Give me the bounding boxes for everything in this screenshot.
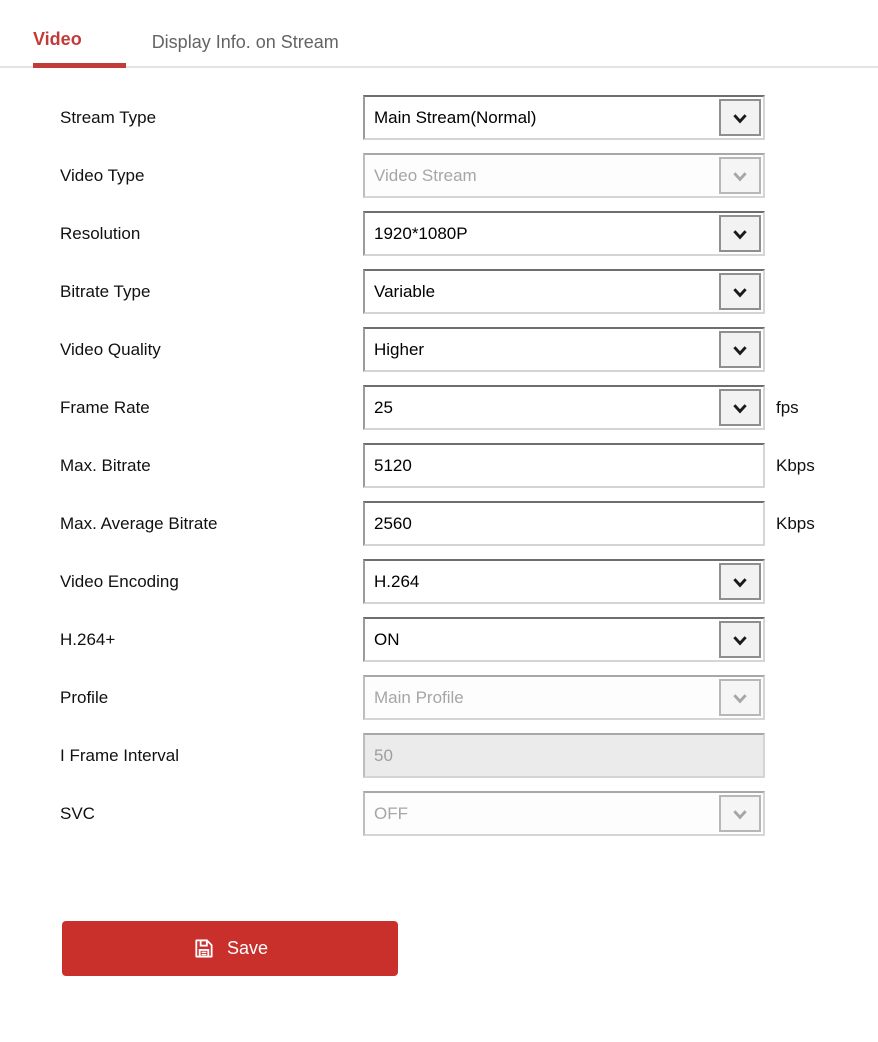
- video-encoding-value: H.264: [374, 571, 420, 591]
- tab-video[interactable]: Video: [33, 28, 126, 68]
- max-average-bitrate-input[interactable]: [363, 501, 765, 546]
- frame-rate-unit: fps: [776, 397, 799, 417]
- video-type-row: [60, 153, 878, 198]
- bitrate-type-select[interactable]: [363, 269, 765, 314]
- profile-select: [363, 675, 765, 720]
- video-encoding-select[interactable]: [363, 559, 765, 604]
- profile-label: Profile: [60, 687, 109, 707]
- max-bitrate-unit: Kbps: [776, 455, 815, 475]
- i-frame-interval-input: [363, 733, 765, 778]
- resolution-select[interactable]: [363, 211, 765, 256]
- chevron-down-icon: [719, 99, 761, 136]
- h264plus-label: H.264+: [60, 629, 116, 649]
- chevron-down-icon: [719, 215, 761, 252]
- chevron-down-icon: [719, 563, 761, 600]
- video-type-value: Video Stream: [374, 165, 477, 185]
- video-encoding-label: Video Encoding: [60, 571, 179, 591]
- video-quality-select[interactable]: [363, 327, 765, 372]
- frame-rate-select[interactable]: [363, 385, 765, 430]
- max-average-bitrate-row: [60, 501, 878, 546]
- frame-rate-row: [60, 385, 878, 430]
- stream-type-row: [60, 95, 878, 140]
- svc-label: SVC: [60, 803, 95, 823]
- max-bitrate-input[interactable]: [363, 443, 765, 488]
- chevron-down-icon: [719, 273, 761, 310]
- stream-type-value: Main Stream(Normal): [374, 107, 537, 127]
- video-type-select: [363, 153, 765, 198]
- save-button-label: Save: [226, 938, 269, 958]
- h264plus-row: [60, 617, 878, 662]
- frame-rate-value: 25: [374, 397, 393, 417]
- chevron-down-icon: [719, 157, 761, 194]
- resolution-value: 1920*1080P: [374, 223, 468, 243]
- video-quality-value: Higher: [374, 339, 425, 359]
- video-quality-row: [60, 327, 878, 372]
- tab-display-info-on-stream[interactable]: Display Info. on Stream: [151, 32, 339, 52]
- max-average-bitrate-unit: Kbps: [776, 513, 815, 533]
- video-quality-label: Video Quality: [60, 339, 161, 359]
- profile-row: [60, 675, 878, 720]
- i-frame-interval-label: I Frame Interval: [60, 745, 180, 765]
- video-settings-form: [0, 68, 878, 836]
- svc-select: [363, 791, 765, 836]
- max-bitrate-label: Max. Bitrate: [60, 455, 151, 475]
- chevron-down-icon: [719, 331, 761, 368]
- bitrate-type-label: Bitrate Type: [60, 281, 151, 301]
- floppy-disk-icon: [192, 937, 215, 960]
- h264plus-select[interactable]: [363, 617, 765, 662]
- i-frame-interval-row: [60, 733, 878, 778]
- bitrate-type-row: [60, 269, 878, 314]
- save-button[interactable]: [62, 921, 398, 976]
- tab-bar: [0, 0, 878, 68]
- video-type-label: Video Type: [60, 165, 145, 185]
- max-bitrate-row: [60, 443, 878, 488]
- frame-rate-label: Frame Rate: [60, 397, 150, 417]
- stream-type-label: Stream Type: [60, 107, 157, 127]
- stream-type-select[interactable]: [363, 95, 765, 140]
- svc-row: [60, 791, 878, 836]
- chevron-down-icon: [719, 679, 761, 716]
- video-encoding-row: [60, 559, 878, 604]
- profile-value: Main Profile: [374, 687, 464, 707]
- resolution-label: Resolution: [60, 223, 141, 243]
- resolution-row: [60, 211, 878, 256]
- svc-value: OFF: [374, 803, 408, 823]
- chevron-down-icon: [719, 621, 761, 658]
- chevron-down-icon: [719, 389, 761, 426]
- h264plus-value: ON: [374, 629, 400, 649]
- max-average-bitrate-label: Max. Average Bitrate: [60, 513, 218, 533]
- bitrate-type-value: Variable: [374, 281, 436, 301]
- chevron-down-icon: [719, 795, 761, 832]
- save-row: [0, 921, 878, 976]
